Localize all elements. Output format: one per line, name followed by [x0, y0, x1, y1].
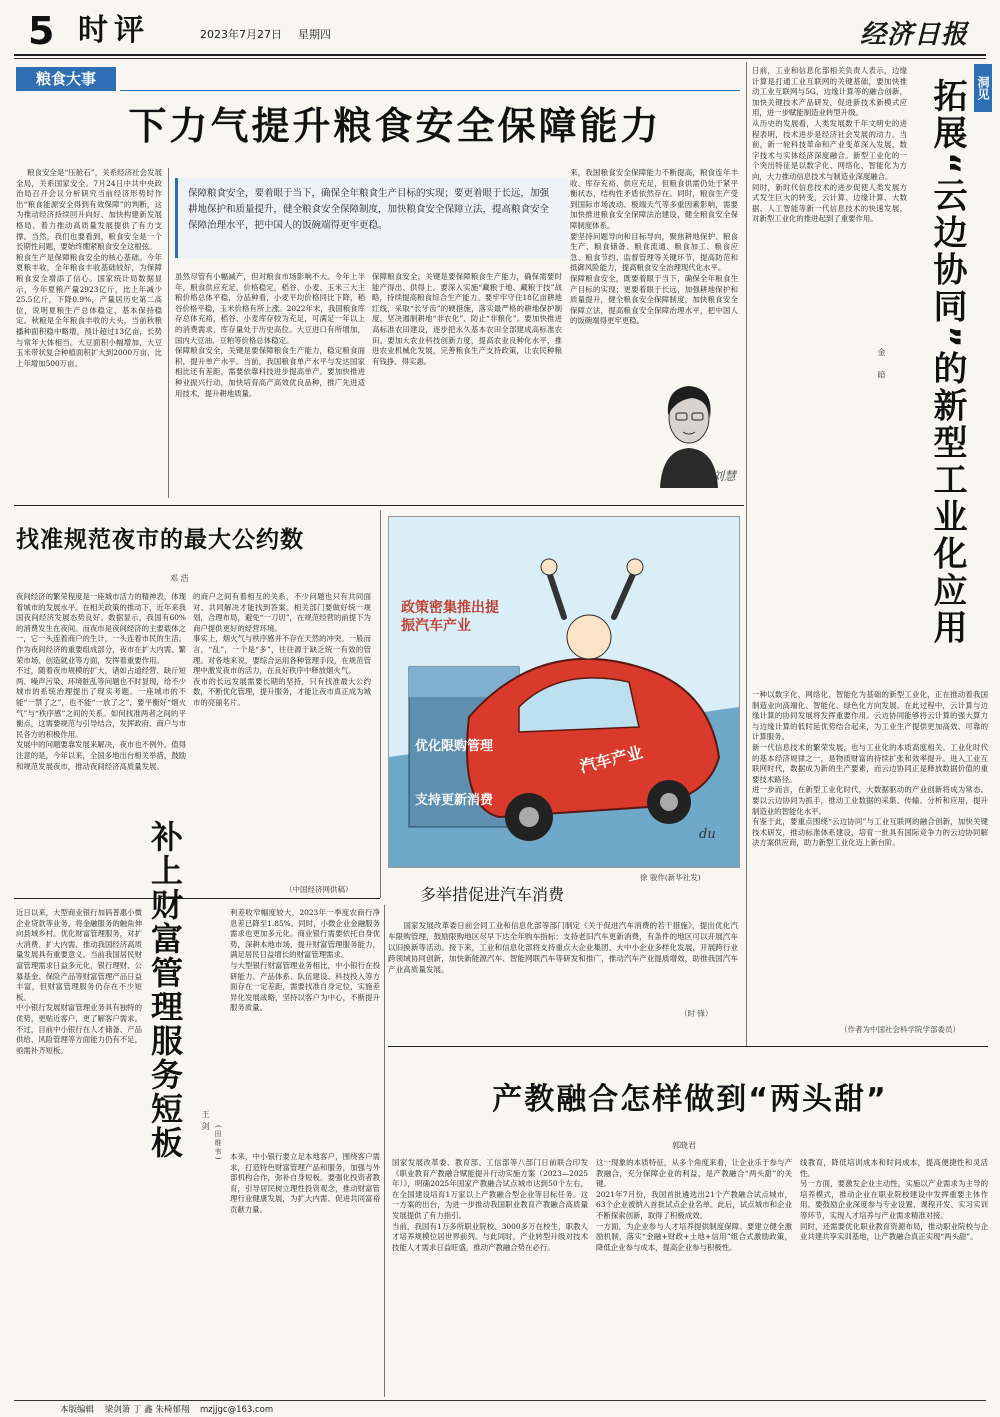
pullquote-text: 保障粮食安全，要着眼于当下，确保全年粮食生产目标的实现；要更着眼于长远，加强耕地保护和质量提升，健全粮食安全保障制度，加快粮食安全保障立法，提高粮食安全保障治理水平，把中国人的饭碗端得更牢更稳。	[188, 188, 550, 231]
article2-column-1: 夜间经济的繁荣程度是一座城市活力的精神表，体现着城市的发展水平。在相关政策的推动下，近年来我国夜间经济发展态势良好。数据显示，我国有60%的消费发生在夜间。而夜市是夜间经济的主要载体之一，它一头连着商户的生计，一头连着市民的生活。作为夜间经济的重要组成部分，夜市在扩大内需、繁荣市场、创造就业等方面，发挥着重要作用。 不过，随着夜市规模的扩大，诸如占道经营、缺斤短两、噪声污染、环境脏乱等问题也不时显现，给不少城市的系统治理提出了现实考题。一座城市的不能“一禁了之”，也不能“一放了之”，要平衡好“烟火气”与“秩序感”之间的关系。如何找准两者之间的平衡点，这需要规范与引导结合，发挥政府、商户与市民各方的积极作用。 发展中的问题要靠发展来解决，夜市也不例外。值得注意的是，今年以来，全国多地出台相关举措，鼓励和规范发展夜市，推动夜间经济高质量发展。	[16, 592, 186, 771]
section-rule	[14, 505, 744, 506]
footer-editors	[60, 1403, 273, 1415]
issue-date: 2023年7月27日	[200, 28, 282, 41]
issue-weekday: 星期四	[298, 28, 331, 41]
article1-headline: 下力气提升粮食安全保障能力	[128, 104, 662, 148]
article3-byline-org: (田维韦)	[214, 1125, 222, 1162]
page-number: 5	[28, 9, 55, 53]
article1-column-4: 来，我国粮食安全保障能力不断提高，粮食连年丰收、库存充裕、供应充足，但粮食供需仍处于紧平衡状态，结构性矛盾依然存在。同时，粮食生产受到国际市场波动、极端天气等多重因素影响，需要加快推进粮食安全保障法治建设，健全粮食安全保障制度体系。 要坚持问题导向和目标导向，聚焦耕地保护、粮食生产、粮食储备、粮食流通、粮食加工、粮食应急、粮食节约、监督管理等关键环节，提高防范和抵御风险能力，提高粮食安全治理现代化水平。 保障粮食安全，既要着眼于当下，确保全年粮食生产目标的实现；更要着眼于长远，加强耕地保护和质量提升，健全粮食安全保障制度，加快粮食安全保障立法，提高粮食安全保障治理水平，把中国人的饭碗端得更牢更稳。	[570, 168, 738, 326]
article4-column-1: 日前，工业和信息化部相关负责人表示，边缘计算是打通工业互联网的关键基础，要加快推动工业互联网与5G、边缘计算等的融合创新，加快关键技术产品研发，促进新技术新模式应用，进一步赋能制造业转型升级。 从历史的发展看，人类发展数千年文明史的进程表明，技术进步是经济社会发展的动力。当前，新一轮科技革命和产业变革深入发展，数字技术与实体经济深度融合。新型工业化的一个突出特征是以数字化、网络化、智能化为方向，大力推动信息技术与制造业深度融合。 同时，新时代信息技术的进步促使人类发展方式发生巨大的转变，云计算、边缘计算、大数据、人工智能等新一代信息技术的快速发展，对新型工业化的推进起到了重要作用。	[752, 66, 907, 224]
cartoon-sign-bottom: 支持更新消费	[415, 793, 494, 808]
article5-column-1: 国家发展改革委、教育部、工信部等八部门日前联合印发《职业教育产教融合赋能提升行动实施方案（2023—2025年）》，明确2025年国家产教融合试点城市达到50个左右，在全国建设培育1万家以上产教融合型企业等目标任务。这一方案的出台，为进一步推动我国职业教育产教融合高质量发展提供了有力指引。 当前，我国有1万多所职业院校、3000多万在校生，职教人才培养规模位居世界前列。与此同时，产业转型升级对技术技能人才需求日益旺盛，推动产教融合势在必行。	[392, 1158, 588, 1252]
article2-column-2: 的商户之间有着相互的关系，不少问题也只有共同面对、共同解决才能找到答案。相关部门要做好统一规划，合理布局，避免“一刀切”，在规范经营的前提下为商户提供更好的经营环境。 事实上，烟火气与秩序感并不存在天然的冲突。一般而言，“乱”，一个是“多”，往往源于缺乏统一有效的管理。对各地来说，要综合运用各种管理手段，在规范管理中激发夜市的活力，在良好秩序中释放烟火气。 夜市的长远发展需要长期的坚持，只有找准最大公约数，不断优化管理，提升服务，才能让夜市真正成为城市的亮丽名片。	[193, 592, 371, 707]
paper-logo: 经济日报	[860, 20, 969, 50]
article3-column-1: 近日以来，大型商业银行加码普惠小微企业贷款等业务，将金融服务的触角伸向县域乡村。优化财富管理服务，对扩大消费、扩大内需、推动我国经济高质量发展具有重要意义。当前我国居民财富管理需求日益多元化，银行理财、公募基金、保险产品等财富管理产品日益丰富，但财富管理服务仍存在不少短板。 中小银行发展财富管理业务具有独特的优势，更贴近客户，更了解客户需求。不过，目前中小银行在人才储备、产品供给、风险管理等方面能力仍有不足，亟需补齐短板。	[16, 908, 142, 1055]
article5-column-3: 线教育，降低培训成本和时间成本，提高便捷性和灵活性。 另一方面，要激发企业主动性，实施以产业需求为主导的培养模式，推动企业在职业院校建设中发挥重要主体作用。要鼓励企业深度参与专业设置、课程开发、实习实训等环节，实现人才培养与产业需求精准对接。 同时，还需要优化职业教育资源布局，推动职业院校与企业共建共享实训基地，让产教融合真正实现“两头甜”。	[800, 1158, 988, 1242]
article2-byline: 邓 浩	[170, 574, 189, 583]
section-name: 时评	[78, 13, 150, 48]
insight-kicker: 洞见	[974, 64, 992, 112]
column-divider	[380, 510, 381, 898]
article5-headline: 产教融合怎样做到“两头甜”	[492, 1082, 888, 1117]
article3-headline: 补上财富管理服务短板	[146, 820, 184, 1160]
article4-byline: 金 暗	[877, 348, 886, 385]
cartoon-illustration	[389, 517, 739, 867]
cartoon-sign-top: 优化限购管理	[415, 739, 494, 754]
author-portrait	[640, 370, 738, 488]
cartoon-title: 多举措促进汽车消费	[420, 885, 565, 904]
article2-headline: 找准规范夜市的最大公约数	[16, 527, 304, 553]
article3-column-3: 本来，中小银行要立足本地客户，围绕客户需求，打造特色财富管理产品和服务，加强与外部机构合作，弥补自身短板。要强化投资者教育，引导居民树立理性投资观念，推动财富管理行业健康发展，为扩大内需、促进共同富裕贡献力量。	[230, 1152, 380, 1214]
article3-byline: 王剑	[201, 1110, 210, 1134]
cartoon-caption-author: （时 锋）	[680, 1009, 713, 1018]
portrait-signature: 刘慧	[711, 469, 736, 483]
article1-column-2: 虽然尽管有小幅减产，但对粮食市场影响不大。今年上半年，粮食供应充足，价格稳定，稻谷、小麦、玉米三大主粮价格总体平稳，分品种看，小麦平均价格同比下降，稻谷价格平稳，玉米价格有所上涨。2022年末，我国粮食库存总体充裕，稻谷、小麦库存较为充足，可满足一年以上的消费需求，库存量处于历史高位。大豆进口有所增加，国内大豆油、豆粕等价格总体稳定。 保障粮食安全，关键是要保障粮食生产能力，稳定粮食面积，提升单产水平。当前，我国粮食单产水平与发达国家相比还有差距，需要依靠科技进步提高单产。要加快推进种业振兴行动，加快培育高产高效优良品种，推广先进适用技术，提升耕地质量。	[175, 272, 365, 398]
masthead-rule	[14, 54, 986, 56]
article1-column-3: 保障粮食安全，关键是要保障粮食生产能力，确保需要时能产得出、供得上。要深入实施“藏粮于地、藏粮于技”战略，持续提高粮食综合生产能力。要牢牢守住18亿亩耕地红线，采取“长牙齿”的硬措施，落实最严格的耕地保护制度，坚决遏制耕地“非农化”、防止“非粮化”。要加快推进高标准农田建设，逐步把永久基本农田全部建成高标准农田。要加大农业科技创新力度，提高农业良种化水平，推进农业机械化发展，完善粮食生产支持政策，让农民种粮有钱挣、得实惠。	[372, 272, 562, 366]
footer-editor-label: 本版编辑	[60, 1405, 95, 1415]
article4-source: （作者为中国社会科学院学部委员）	[840, 1025, 960, 1034]
cartoon-caption: 国家发展改革委日前会同工业和信息化部等部门制定《关于促进汽车消费的若干措施》，提出优化汽车限购管理，鼓励限购地区尽早下达全年购车指标；支持老旧汽车更新消费，有条件的地区可以开展汽车以旧换新等活动。接下来，工业和信息化部将支持重点大企业集团、大中小企业多样化发展，开展跨行业跨领域协同创新，加快新能源汽车、智能网联汽车等研发和推广，推动汽车产业提质增效，助推我国汽车产业高质量发展。	[388, 921, 738, 974]
cartoon-slogan: 政策密集推出提振汽车产业	[401, 600, 499, 634]
article4-column-2: 一种以数字化、网络化、智能化为基础的新型工业化，正在推动着我国制造业向高端化、智能化、绿色化方向发展。在此过程中，云计算与边缘计算的协同发展将发挥重要作用。云边协同能够将云计算的强大算力与边缘计算的低时延优势结合起来，为工业生产提供更加高效、可靠的计算服务。 新一代信息技术的繁荣发展，也与工业化的本质高度相关。工业化时代的基本经济规律之一，是物质财富的持续扩张和效率提升。进入工业互联网时代，数据成为新的生产要素，而云边协同正是释放数据价值的重要技术路径。 进一步而言，在新型工业化时代，大数据驱动的产业创新将成为常态。要以云边协同为抓手，推动工业数据的采集、传输、分析和应用，提升制造业的智能化水平。 有鉴于此，要重点围绕“云边协同”与工业互联网的融合创新，加快关键技术研发，推动标准体系建设，培育一批具有国际竞争力的云边协同解决方案供应商，助力新型工业化迈上新台阶。	[752, 690, 988, 848]
column-divider	[746, 62, 747, 1047]
cartoon-car-text: 汽车产业	[577, 742, 645, 777]
article2-source: （中国经济网供稿）	[285, 885, 353, 894]
section-rule	[14, 898, 380, 899]
section-rule	[388, 1046, 988, 1047]
article5-column-2: 这一现象的本质特征，从多个角度来看，让企业乐于参与产教融合，充分保障企业的利益，是产教融合“两头甜”的关键。 2021年7月份，我国首批遴选出21个产教融合试点城市，63个企业被纳入首批试点企业名单。此后，试点城市和企业不断探索创新，取得了积极成效。 一方面，为企业参与人才培养提供制度保障。要建立健全激励机制，落实“金融+财政+土地+信用”组合式激励政策，降低企业参与成本，提高企业参与积极性。	[596, 1158, 792, 1252]
column-divider	[168, 168, 169, 498]
masthead	[0, 0, 1000, 62]
article3-column-2: 利差收窄幅度较大，2023年一季度农商行净息差已降至1.85%。同时，小微企业金融服务需求也更加多元化。商业银行需要依托自身优势，深耕本地市场，提升财富管理服务能力，满足居民日益增长的财富管理需求。 与大型银行财富管理业务相比，中小银行在投研能力、产品体系、队伍建设、科技投入等方面存在一定差距，需要找准自身定位，实施差异化发展战略，坚持以客户为中心，不断提升服务质量。	[230, 908, 380, 1013]
footer-rule	[14, 1400, 986, 1401]
pullquote-box	[175, 178, 568, 258]
article5-byline: 郭晓君	[672, 1141, 696, 1150]
kicker-rule	[120, 90, 740, 91]
footer-email: mzjjgc@163.com	[200, 1405, 274, 1415]
article4-headline: 拓展“云边协同”的新型工业化应用	[927, 78, 967, 647]
kicker-label: 粮食大事	[16, 67, 116, 91]
cartoon-signature: du	[699, 827, 716, 842]
footer-editor-names: 梁剑箫 丁 鑫 朱椅郁翔	[104, 1405, 190, 1415]
article1-column-1: 粮食安全是“压舱石”，关系经济社会发展全局，关系国家安全。7月24日中共中央政治局召开会议分析研究当前经济形势时作出“粮食能源安全得到有效保障”的判断，这为推动经济持续回升向好、加快构建新发展格局、着力推动高质量发展提供了有力支撑。当然，我们也要看到，粮食安全是一个长期性问题，要始终绷紧粮食安全这根弦。 粮食生产是保障粮食安全的核心基础。今年夏粮丰收，全年粮食丰收基础较好，为保障粮食安全增添了信心。国家统计局数据显示，今年夏粮产量2923亿斤，比上年减少25.5亿斤，下降0.9%，产量居历史第二高位，说明夏粮生产总体稳定，基本保持稳定。秋粮是全年粮食丰收的大头，当前秋粮播种面积稳中略增，预计超过13亿亩，长势与常年大体相当。大豆面积小幅增加，大豆玉米带状复合种植面积扩大到2000万亩，比上年增加500万亩。	[16, 168, 162, 368]
masthead-rule-thin	[14, 58, 986, 59]
column-divider	[384, 905, 385, 1397]
cartoon-frame	[388, 516, 740, 868]
cartoon-credit: 徐 骏作(新华社发)	[640, 873, 701, 882]
